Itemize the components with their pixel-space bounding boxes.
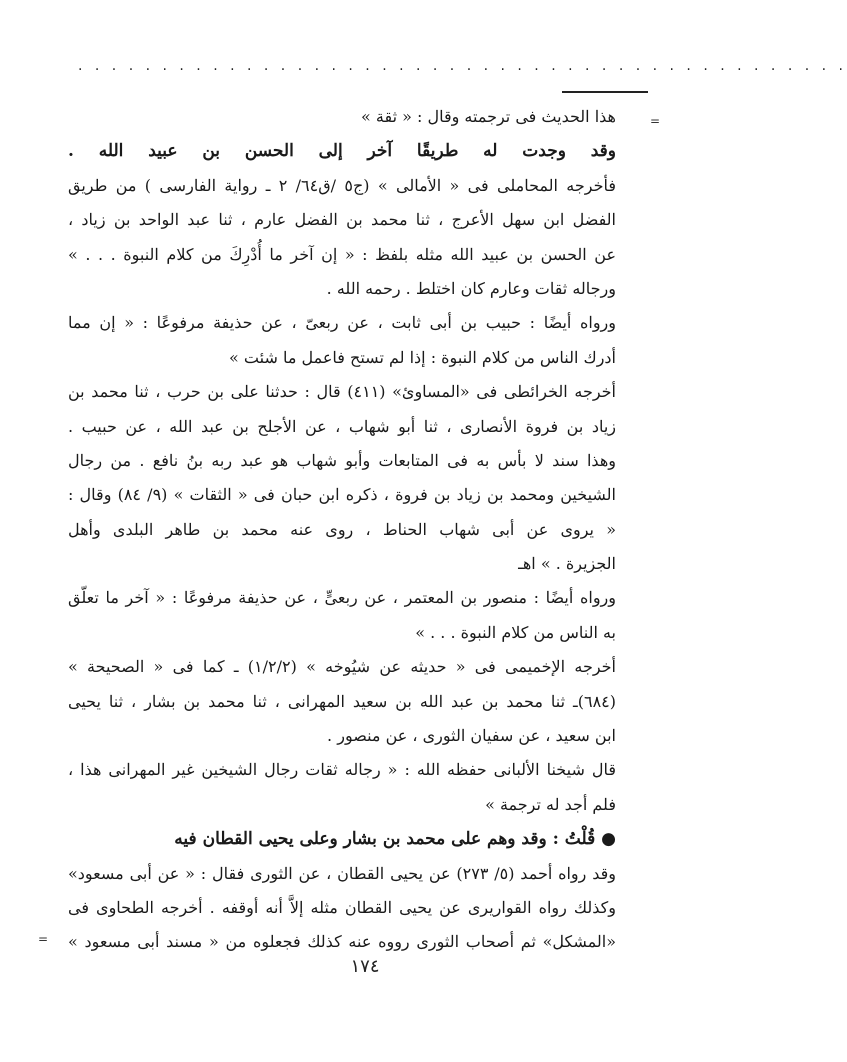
- text-line: الشيخين ومحمد بن زياد بن فروة ، ذكره ابن حبان فى « الثقات » (٩/ ٨٤) وقال :: [68, 485, 616, 505]
- text-line: ورواه أيضًا : منصور بن المعتمر ، عن ربعىٍّ ، عن حذيفة مرفوعًا : « آخر ما تعلّق: [68, 588, 616, 608]
- text-line: ورواه أيضًا : حبيب بن أبى ثابت ، عن ربعىّ ، عن حذيفة مرفوعًا : « إن مما: [68, 313, 616, 333]
- text-line: ورجاله ثقات وعارم كان اختلط . رحمه الله .: [326, 278, 616, 298]
- text-line: أدرك الناس من كلام النبوة : إذا لم تستح فاعمل ما شئت »: [229, 347, 616, 367]
- text-line: وهذا سند لا بأس به فى المتابعات وأبو شهاب هو عبد ربه بنُ نافع . من رجال: [68, 450, 616, 470]
- page-body-text: [68, 100, 616, 960]
- text-line: وكذلك رواه القواريرى عن يحيى القطان مثله إلاَّ أنه أوقفه . أخرجه الطحاوى فى: [68, 897, 616, 917]
- margin-mark-bottom: =: [38, 932, 49, 946]
- text-line: ابن سعيد ، عن سفيان الثورى ، عن منصور .: [327, 726, 616, 746]
- text-line: به الناس من كلام النبوة . . . »: [415, 622, 616, 642]
- text-line: قال شيخنا الألبانى حفظه الله : « رجاله ثقات رجال الشيخين غير المهرانى هذا ،: [68, 760, 616, 780]
- text-line: زياد بن فروة الأنصارى ، ثنا أبو شهاب ، عن الأجلح بن عبد الله ، عن حبيب .: [68, 416, 616, 436]
- text-line: «المشكل» ثم أصحاب الثورى رووه عنه كذلك فجعلوه من « مسند أبى مسعود »: [68, 932, 616, 952]
- text-line: أخرجه الخرائطى فى «المساوئ» (٤١١) قال : حدثنا على بن حرب ، ثنا محمد بن: [68, 382, 616, 402]
- text-line: هذا الحديث فى ترجمته وقال : « ثقة »: [361, 107, 616, 126]
- text-line: ● قُلْتُ : وقد وهم على محمد بن بشار وعلى يحيى القطان فيه: [174, 829, 616, 850]
- margin-mark-top: =: [650, 114, 661, 128]
- text-line: أخرجه الإخميمى فى « حديثه عن شيُوخه » (١/٢/٢) ـ كما فى « الصحيحة »: [68, 657, 617, 677]
- text-line: (٦٨٤)ـ ثنا محمد بن عبد الله بن سعيد المهرانى ، ثنا محمد بن بشار ، ثنا يحيى: [68, 691, 616, 711]
- text-line: وقد وجدت له طريقًا آخر إلى الحسن بن عبيد الله .: [68, 141, 616, 162]
- header-rule: [562, 91, 648, 93]
- text-line: الجزيرة . » اهـ: [518, 554, 616, 574]
- text-line: الفضل ابن سهل الأعرج ، ثنا محمد بن الفضل عارم ، ثنا عبد الواحد بن زياد ،: [68, 210, 616, 230]
- header-dotted-line: . . . . . . . . . . . . . . . . . . . . . . . . . . . . . . . . . . . . . . . . . . . . . .: [78, 58, 847, 74]
- text-line: فأخرجه المحاملى فى « الأمالى » (ج٥ /ق٦٤/ ٢ ـ رواية الفارسى ) من طريق: [68, 175, 617, 195]
- text-line: فلم أجد له ترجمة »: [485, 794, 616, 814]
- text-line: عن الحسن بن عبيد الله مثله بلفظ : « إن آخر ما أُدْرِكَ من كلام النبوة . . . »: [68, 244, 616, 264]
- page-number: ١٧٤: [350, 956, 380, 977]
- text-line: « يروى عن أبى شهاب الحناط ، روى عنه محمد بن طاهر البلدى وأهل: [68, 519, 616, 539]
- text-line: وقد رواه أحمد (٥/ ٢٧٣) عن يحيى القطان ، عن الثورى فقال : « عن أبى مسعود»: [68, 863, 616, 883]
